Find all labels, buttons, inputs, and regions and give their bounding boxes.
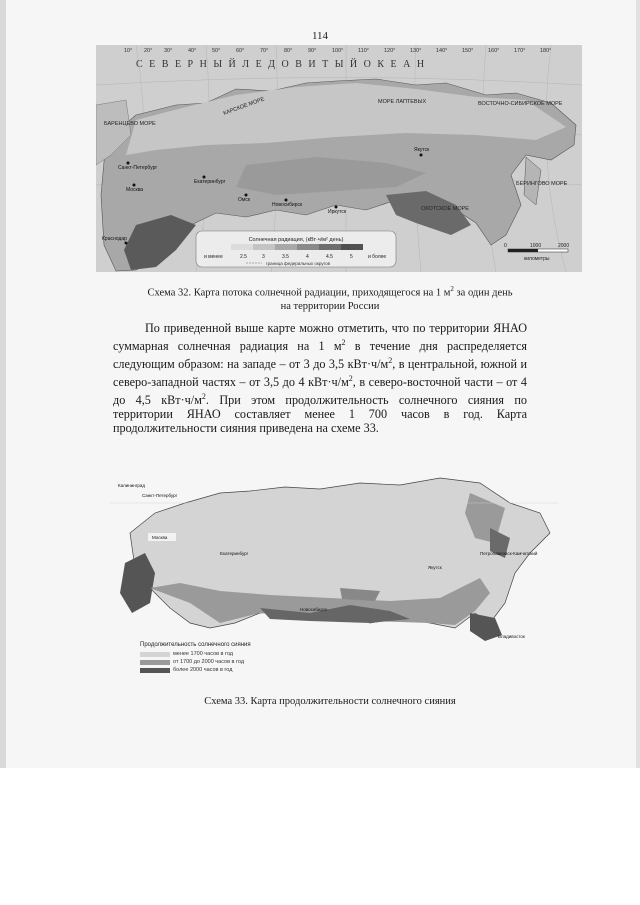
legend-swatch	[297, 244, 319, 250]
solar-radiation-map	[96, 45, 582, 272]
city-label: Санкт-Петербург	[118, 165, 158, 171]
legend-label: менее 1700 часов в год	[173, 651, 234, 657]
legend-swatch	[275, 244, 297, 250]
city-label: Калининград	[118, 483, 146, 488]
legend-row	[140, 650, 300, 658]
legend-max-label: и более	[368, 254, 387, 260]
city-label: Москва	[126, 187, 144, 193]
legend-tick: 3	[262, 254, 265, 260]
city-label: Якутск	[414, 147, 430, 153]
figure-caption: Схема 33. Карта продолжительности солнечного сияния	[204, 696, 456, 707]
longitude-label: 80°	[284, 48, 293, 54]
legend-tick: 2.5	[240, 254, 247, 260]
longitude-label: 110°	[358, 48, 369, 54]
longitude-label: 90°	[308, 48, 317, 54]
legend-swatch	[140, 652, 170, 657]
longitude-label: 160°	[488, 48, 500, 54]
legend-swatch	[140, 660, 170, 665]
page-number: 114	[311, 30, 329, 42]
sea-label: ВОСТОЧНО-СИБИРСКОЕ МОРЕ	[478, 101, 563, 107]
longitude-label: 180°	[540, 48, 552, 54]
city-label: Екатеринбург	[194, 179, 226, 185]
sea-label: КАРСКОЕ МОРЕ	[222, 96, 266, 117]
sea-label: БАРЕНЦЕВО МОРЕ	[104, 121, 156, 127]
longitude-label: 140°	[436, 48, 448, 54]
city-label: Новосибирск	[300, 607, 328, 612]
longitude-label: 170°	[514, 48, 526, 54]
city-marker	[420, 154, 423, 157]
legend-tick: 4	[306, 254, 309, 260]
city-label: Владивосток	[498, 634, 525, 639]
city-label: Екатеринбург	[220, 551, 249, 556]
sunshine-legend	[140, 642, 300, 674]
longitude-ticks	[124, 48, 551, 54]
legend-swatch	[253, 244, 275, 250]
scale-tick: 1000	[530, 243, 542, 249]
scale-tick: 2000	[558, 243, 570, 249]
city-label: Новосибирск	[272, 202, 303, 208]
legend-tick: 5	[350, 254, 353, 260]
legend-swatch	[140, 668, 170, 673]
legend-min-label: и менее	[204, 254, 223, 260]
longitude-label: 40°	[188, 48, 197, 54]
legend-tick: 3.5	[282, 254, 289, 260]
ocean-label: С Е В Е Р Н Ы Й Л Е Д О В И Т Ы Й О К Е А Н	[136, 59, 427, 70]
longitude-label: 120°	[384, 48, 396, 54]
city-label: Якутск	[428, 565, 442, 570]
longitude-label: 100°	[332, 48, 344, 54]
scale-unit: километры	[524, 256, 550, 262]
legend-title: Продолжительность солнечного сияния	[140, 642, 251, 648]
sea-label: БЕРИНГОВО МОРЕ	[516, 181, 568, 187]
longitude-label: 20°	[144, 48, 153, 54]
city-label: Петропавловск-Камчатский	[480, 551, 538, 556]
longitude-label: 30°	[164, 48, 173, 54]
sea-label: МОРЕ ЛАПТЕВЫХ	[378, 99, 427, 105]
legend-tick: 4.5	[326, 254, 333, 260]
legend-title: Солнечная радиация, (кВт·ч/м² день)	[248, 237, 344, 243]
legend-note: граница федеральных округов	[266, 261, 331, 266]
body-paragraph: По приведенной выше карте можно отметить, что по территории ЯНАО суммарная солнечная радиация на 1 $м^2$ в течение дня распределяется следующим образом: на западе – от 3 до 3,5 $кВт\cdot ч/м^2$, в центральной, южной и северо-западной частях – от 3,5 до 4 $кВт\cdot ч/м^2$, в северо-восточной части – от 4 до 4,5 $кВт\cdot ч/м^2$. При этом продолжительность солнечного сияния по территории ЯНАО составляет менее 1 700 часов в год. Карта продолжительности сияния приведена на схеме 33.	[113, 321, 528, 435]
city-label: Иркутск	[328, 209, 347, 215]
legend-swatch	[341, 244, 363, 250]
longitude-label: 50°	[212, 48, 221, 54]
city-label: Москва	[152, 535, 168, 540]
scale-tick: 0	[504, 243, 507, 249]
longitude-label: 70°	[260, 48, 269, 54]
city-label: Краснодар	[102, 236, 127, 242]
legend-swatch	[231, 244, 253, 250]
city-label: Санкт-Петербург	[142, 493, 178, 498]
figure-caption: Схема 32. Карта потока солнечной радиации, приходящегося на 1 $м^2$ за один день на территории России	[147, 285, 513, 312]
sea-label: ОХОТСКОЕ МОРЕ	[421, 206, 469, 212]
radiation-legend	[196, 231, 396, 267]
legend-label: от 1700 до 2000 часов в год	[173, 659, 245, 665]
longitude-label: 130°	[410, 48, 422, 54]
scan-edge	[0, 0, 6, 768]
longitude-label: 60°	[236, 48, 245, 54]
legend-swatch	[319, 244, 341, 250]
longitude-label: 10°	[124, 48, 133, 54]
scan-edge	[636, 0, 640, 768]
legend-row	[140, 658, 300, 666]
legend-row	[140, 666, 300, 674]
city-label: Омск	[238, 197, 251, 203]
legend-label: более 2000 часов в год	[173, 667, 233, 673]
longitude-label: 150°	[462, 48, 474, 54]
